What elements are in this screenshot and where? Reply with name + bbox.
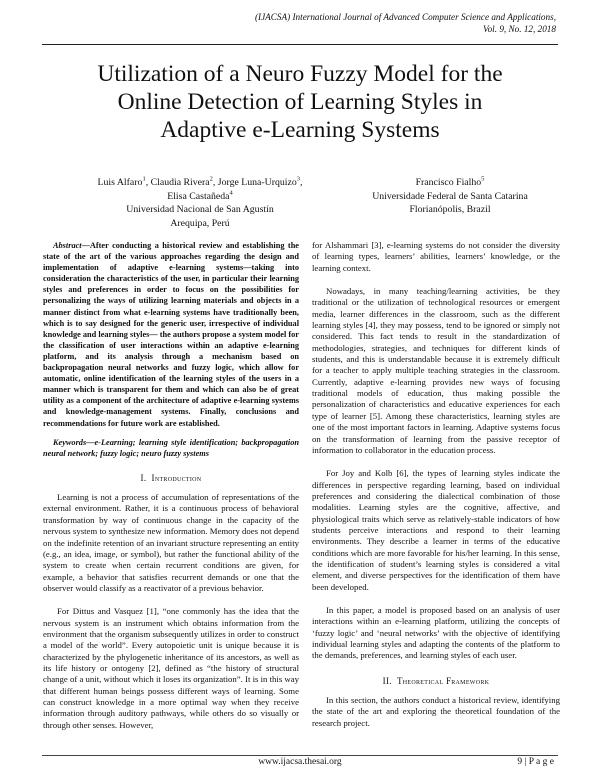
paragraph: For Dittus and Vasquez [1], “one commonly has the idea that the nervous system is an instrument which obtains information from the environment that the organism subsequently utilizes in order to construct a model of the world”. Every autopoietic unit is unique because it is characterized by the phylogenetic inheritance of its ancestors, as well as its life history or ontogeny [2], defined as “the history of structural change of a unit, without which it loses its organization”. It is in this way that different human beings possess different ways of learning. Some can construct knowledge in a more optimal way when they receive information through auditory pathways, while others do so visually or through other senses. However,: [43, 606, 299, 730]
paragraph: Nowadays, in many teaching/learning activities, be they traditional or the utilization of technological resources or emergent media, learner differences in the classroom, such as the different learning styles [4], they may possess, tend to be ignored or simply not considered. This fact tends to result in the standardization of methodologies, strategies, and techniques for different kinds of students, and this is understandable because it is extremely difficult for a teacher to apply multiple teaching strategies in the classroom. Currently, adaptive e-learning provides new ways of focusing traditional models of education, thus making possible the personalization of characteristics and educative experiences for each type of learner [5]. Among these characteristics, learning styles are one of the most important factors in learning. Adaptive systems focus on the transformation of learning from the passive receptor of information to collaborator in the education process.: [312, 286, 560, 455]
author-city: Arequipa, Perú: [170, 217, 230, 229]
left-column: [43, 240, 299, 731]
author-names-2: Elisa Castañeda$^4$: [167, 189, 233, 202]
keywords-label: Keywords—: [53, 437, 95, 447]
journal-name: (IJACSA) International Journal of Advanced Computer Science and Applications,: [254, 12, 556, 22]
title-line-1: Utilization of a Neuro Fuzzy Model for the: [97, 61, 503, 87]
keywords-text: e-Learning; learning style identification; backpropagation neural network; fuzzy logic; neuro fuzzy systems: [43, 437, 299, 458]
author-affiliation: Universidad Nacional de San Agustín: [126, 204, 274, 215]
author-names: Luis Alfaro$^1$, Claudia Rivera$^2$, Jorge Luna-Urquizo$^3$,: [97, 175, 303, 188]
journal-header: [136, 12, 556, 35]
paragraph: In this section, the authors conduct a historical review, identifying the state of the art and exploring the theoretical foundation of the research project.: [312, 695, 560, 728]
right-column: [312, 240, 560, 729]
section-heading-framework: II. Theoretical Framework: [382, 675, 490, 686]
footer-url[interactable]: www.ijacsa.thesai.org: [258, 757, 342, 767]
keywords: [43, 437, 299, 459]
author-block-left: [60, 176, 340, 230]
page-number: 9 | P a g e: [517, 757, 554, 767]
author-block-right: [340, 176, 560, 217]
footer-divider: [42, 755, 558, 756]
abstract-label: Abstract: [53, 241, 82, 250]
paragraph: Learning is not a process of accumulation of representations of the external environment. Rather, it is a continuous process of behavioral transformation by way of continuous change in the capacity of the nervous system to synthesize new information. Memory does not depend on the indefinite retention of an invariant structure representing an entity (e.g., an idea, image, or symbol), but rather the functional ability of the system to create when certain recurrent conditions are given, for example, a behavior that satisfies recurrent demands or one that the observer would classify as a reactivator of a previous behavior.: [43, 492, 299, 593]
abstract: [43, 240, 299, 429]
header-divider: [42, 44, 558, 45]
author-city: Florianópolis, Brazil: [409, 204, 491, 215]
paragraph: For Joy and Kolb [6], the types of learning styles indicate the differences in perspective regarding learning, based on individual preferences and considering the dialectical combination of those modalities. Learning styles are the cognitive, affective, and physiological traits which serve as relatively-stable indicators of how students perceive interactions and respond to their learning environments. They describe a learner in terms of the educative conditions which are more favorable for his/her learning. In this sense, the identification of student’s learning styles is considered a vital element, and diverse perspectives for the identification of them have been developed.: [312, 468, 560, 592]
title-line-3: Adaptive e-Learning Systems: [160, 117, 440, 143]
title-line-2: Online Detection of Learning Styles in: [117, 89, 483, 115]
paragraph: for Alshammari [3], e-learning systems do not consider the diversity of learning types, learners’ abilities, learners’ knowledge, or the learning context.: [312, 240, 560, 273]
paper-title: [40, 60, 560, 144]
abstract-text: —After conducting a historical review and establishing the state of the art of the various approaches regarding the design and implementation of adaptive e-learning systems—taking into consideration the characteristics of the user, in particular their learning styles and preferences in order to focus on the possibilities for personalizing the ways of utilizing learning materials and objects in a manner distinct from what e-learning systems have traditionally been, which is to say designed for the generic user, irrespective of individual knowledge and learning styles— the authors propose a system model for the classification of user interactions within an adaptive e-learning platform, and its analysis through a mechanism based on backpropagation neural networks and fuzzy logic, which allow for automatic, online identification of the learning styles of the users in a manner which is transparent for them and which can also be of great utility as a component of the architecture of adaptive e-learning systems and knowledge-management systems. Finally, conclusions and recommendations for future work are established.: [43, 241, 299, 428]
author-affiliation: Universidade Federal de Santa Catarina: [372, 190, 528, 202]
journal-volume: Vol. 9, No. 12, 2018: [483, 23, 556, 34]
paragraph: In this paper, a model is proposed based on an analysis of user interactions within an e-learning platform, utilizing the concepts of ‘fuzzy logic’ and ‘neural networks’ with the objective of identifying individual learning styles and adapting the contents of the platform to the demands, preferences, and learning styles of each user.: [312, 604, 560, 661]
section-heading-introduction: I. Introduction: [140, 472, 202, 483]
author-name: Francisco Fialho$^5$: [415, 175, 485, 188]
